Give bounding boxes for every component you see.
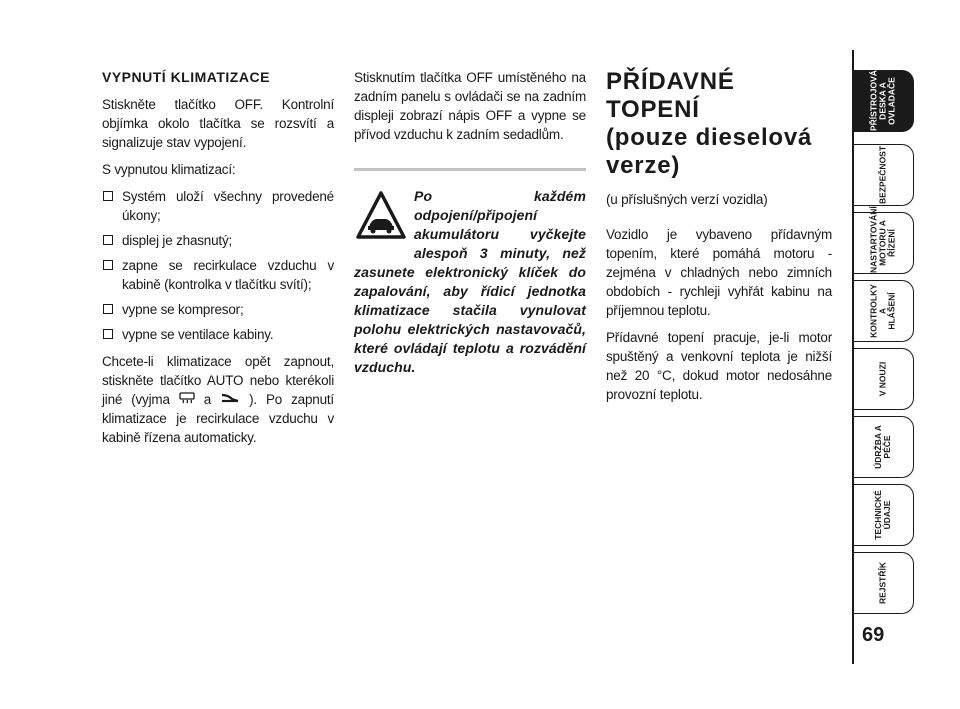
tab-nastartovani[interactable]: NASTARTOVÁNÍ MOTORU A ŘÍZENÍ: [852, 212, 914, 274]
section-subtitle: (u příslušných verzí vozidla): [606, 192, 768, 207]
paragraph: Stiskněte tlačítko OFF. Kontrolní objímka okolo tlačítka se rozsvítí a signalizuje stav vypojení.: [102, 97, 334, 150]
list-item: vypne se ventilace kabiny.: [102, 325, 334, 344]
column-left: [102, 68, 334, 455]
warning-triangle-car-icon: [354, 189, 408, 243]
bullet-list: [102, 187, 334, 344]
divider: [354, 168, 586, 171]
recirculation-icon: [220, 392, 240, 404]
column-right: [606, 68, 832, 412]
tab-udrzba[interactable]: ÚDRŽBA A PÉČE: [852, 416, 914, 478]
list-item: displej je zhasnutý;: [102, 231, 334, 250]
checkbox-bullet-icon: [103, 329, 113, 339]
checkbox-bullet-icon: [103, 191, 113, 201]
paragraph: S vypnutou klimatizací:: [102, 162, 236, 177]
tab-pristrojova-deska[interactable]: PŘÍSTROJOVÁ DESKA A OVLADAČE: [852, 70, 914, 132]
paragraph: Přídavné topení pracuje, je-li motor spuštěný a venkovní teplota je nižší než 20 °C, dokud motor nedosáhne provozní teplotu.: [606, 330, 832, 402]
tab-rejstrik[interactable]: REJSTŘÍK: [852, 552, 914, 614]
paragraph: Stisknutím tlačítka OFF umístěného na zadním panelu s ovládači se na zadním displeji zobrazí nápis OFF a vypne se přívod vzduchu k zadním sedadlům.: [354, 70, 586, 142]
checkbox-bullet-icon: [103, 235, 113, 245]
defrost-icon: [179, 392, 195, 404]
list-item: vypne se kompresor;: [102, 300, 334, 319]
paragraph: Chcete-li klimatizace opět zapnout, stiskněte tlačítko AUTO nebo kterékoli jiné (vyjma a ). Po zapnutí klimatizace je recirkulace vzduchu v kabině řízena automaticky.: [102, 354, 334, 445]
tab-rail: [852, 50, 854, 664]
page-number: 69: [862, 624, 885, 646]
paragraph: Vozidlo je vybaveno přídavným topením, které pomáhá motoru - zejména v chladných nebo zimních obdobích - rychleji vyhřát kabinu na příjemnou teplotu.: [606, 227, 832, 318]
list-item: Systém uloží všechny provedené úkony;: [102, 187, 334, 225]
checkbox-bullet-icon: [103, 304, 113, 314]
column-middle: [354, 68, 586, 377]
tab-v-nouzi[interactable]: V NOUZI: [852, 348, 914, 410]
tab-bezpecnost[interactable]: BEZPEČNOST: [852, 144, 914, 206]
section-title-auxiliary-heater: PŘÍDAVNÉ TOPENÍ (pouze dieselová verze): [606, 68, 813, 179]
tab-technicke-udaje[interactable]: TECHNICKÉ ÚDAJE: [852, 484, 914, 546]
tab-kontrolky[interactable]: KONTROLKY A HLÁŠENÍ: [852, 280, 914, 342]
section-heading-ac-off: VYPNUTÍ KLIMATIZACE: [102, 69, 270, 85]
list-item: zapne se recirkulace vzduchu v kabině (kontrolka v tlačítku svítí);: [102, 256, 334, 294]
checkbox-bullet-icon: [103, 260, 113, 270]
warning-note: Po každém odpojení/připojení akumulátoru vyčkejte alespoň 3 minuty, než zasunete elektronický klíček do zapalování, aby řídicí jednotka klimatizace stačila vynulovat polohu elektrických nastavovačů, které ovládají teplotu a rozvádění vzduchu.: [354, 188, 586, 375]
chapter-tabs: [852, 50, 914, 664]
